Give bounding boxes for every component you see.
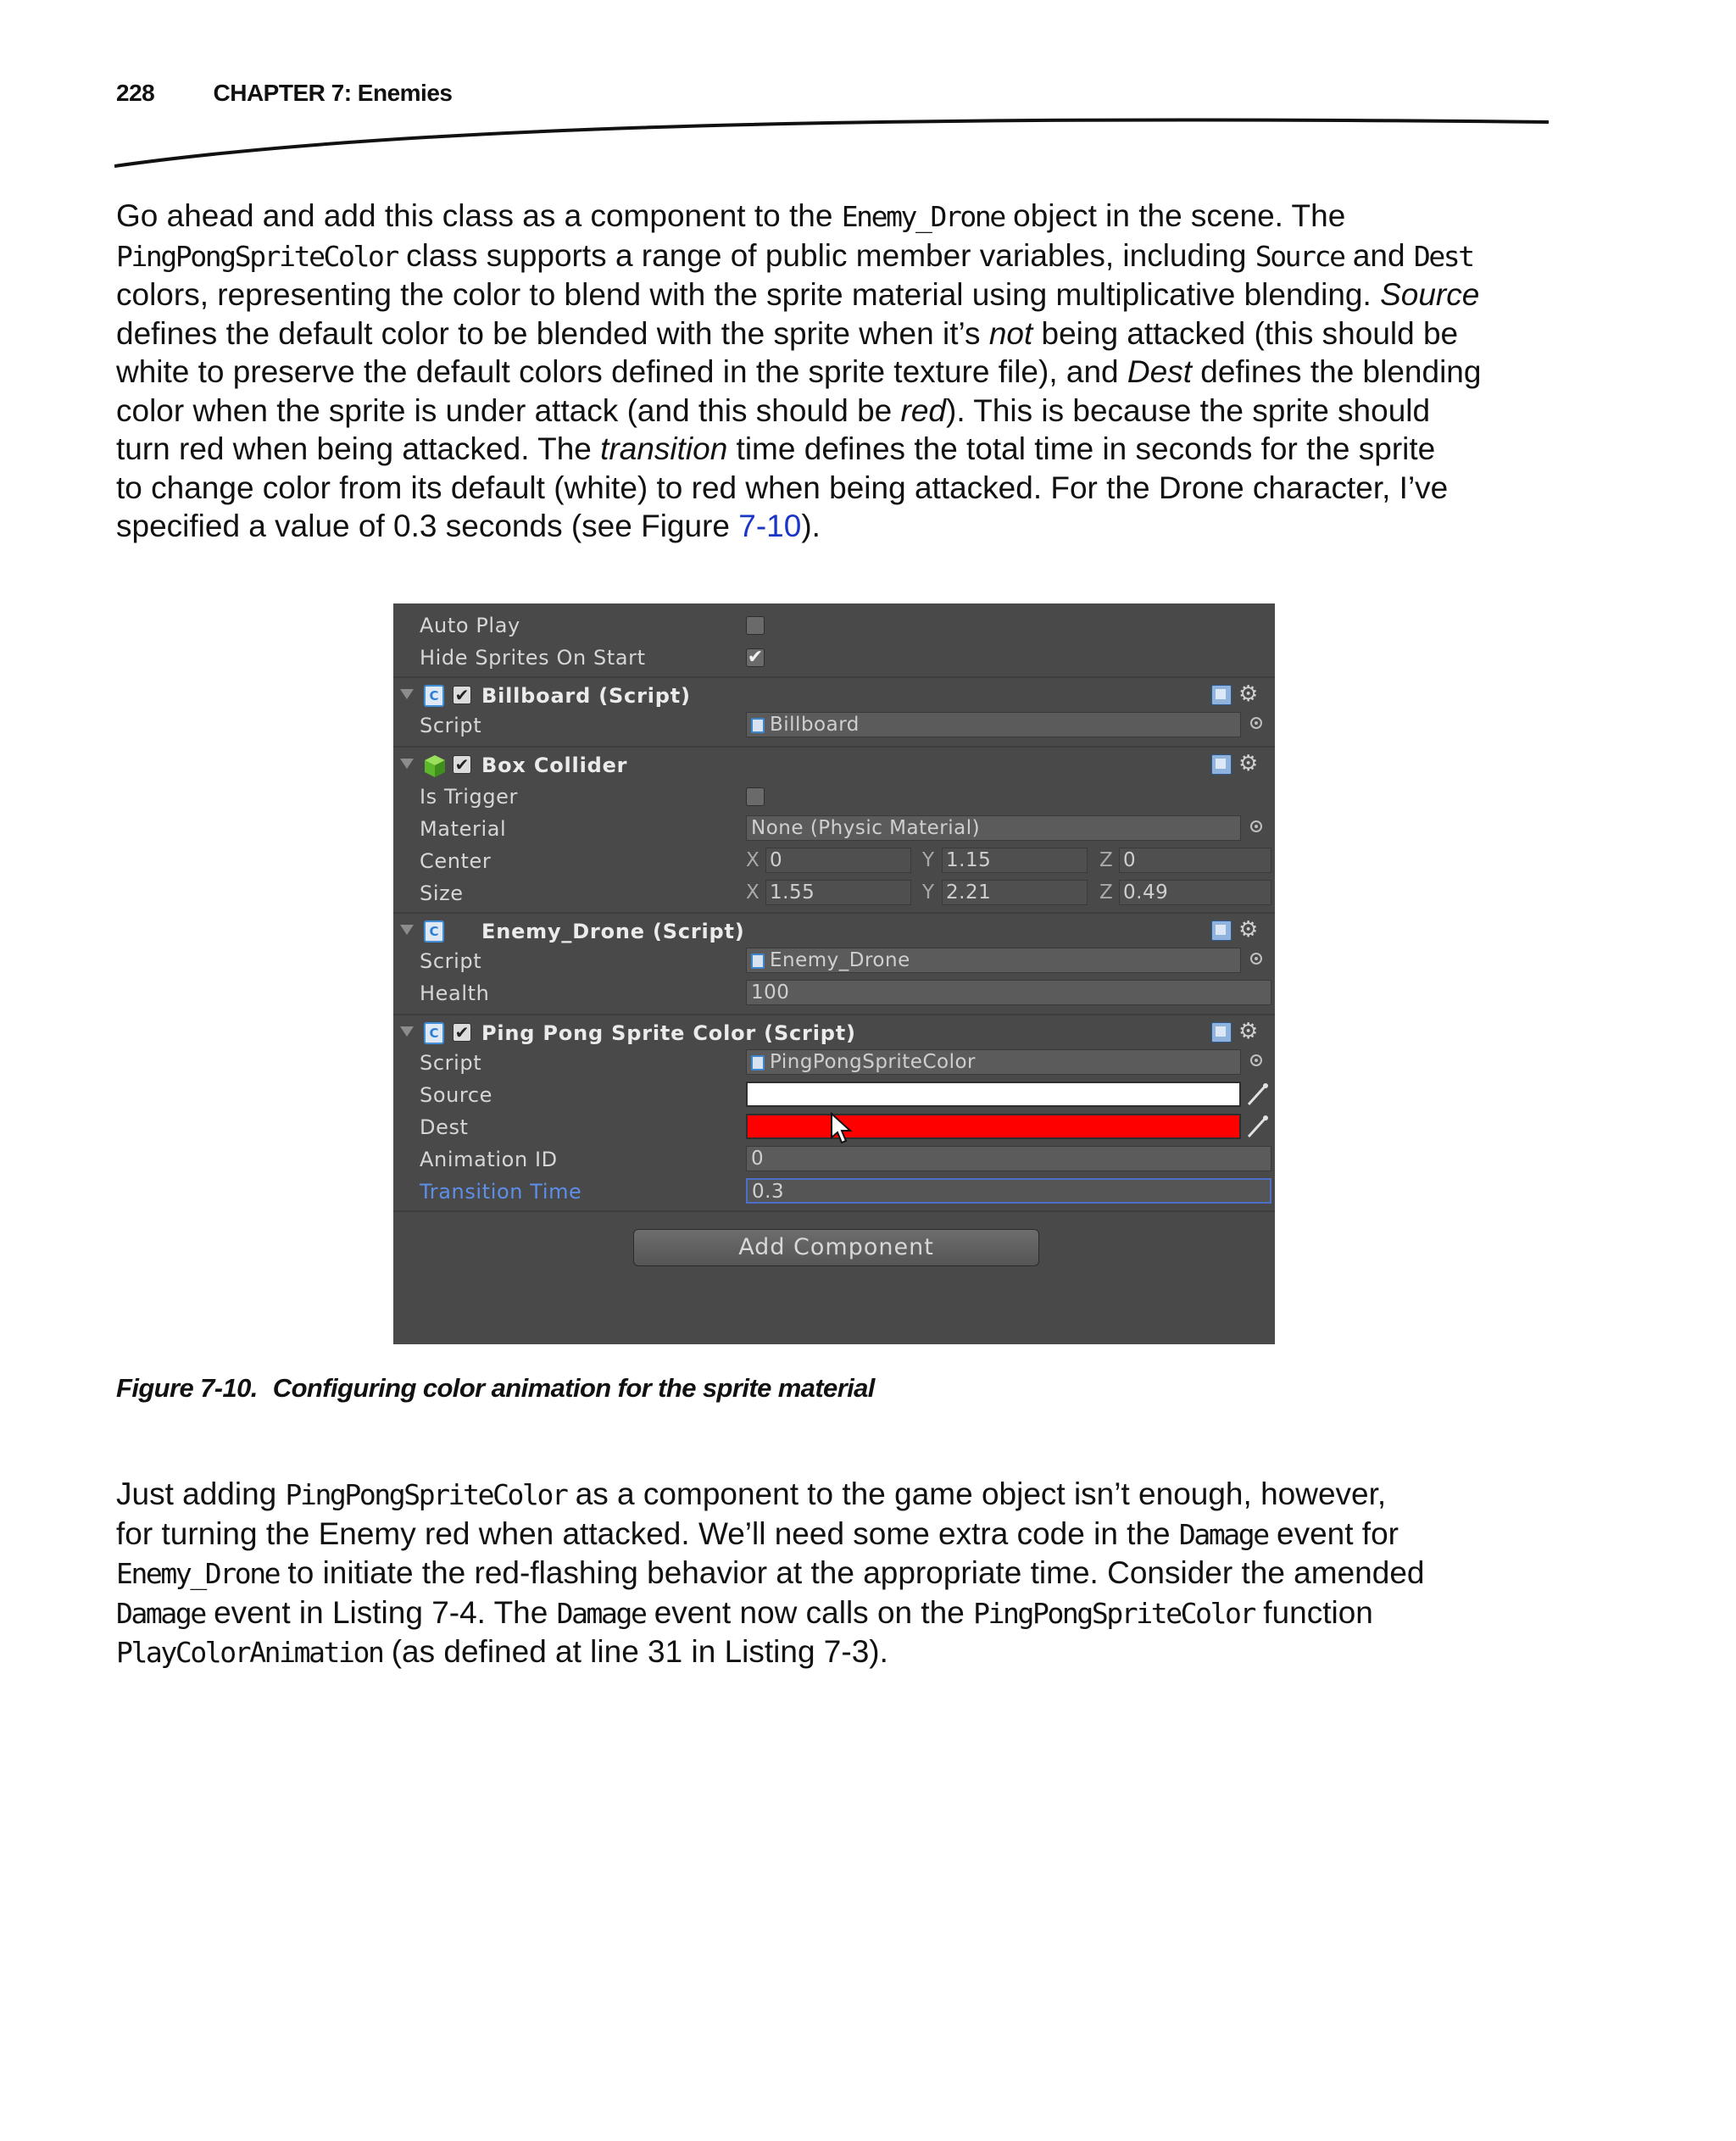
dest-label: Dest <box>420 1115 469 1139</box>
ping-pong-enabled-checkbox[interactable]: ✔ <box>453 1023 471 1042</box>
transition-time-label: Transition Time <box>420 1180 582 1204</box>
axis-z-label: Z <box>1099 881 1113 904</box>
health-row <box>393 978 1275 1009</box>
source-label: Source <box>420 1083 493 1107</box>
is-trigger-label: Is Trigger <box>420 785 518 809</box>
script-file-icon <box>751 718 765 733</box>
ping-pong-title: Ping Pong Sprite Color (Script) <box>481 1021 856 1045</box>
script-icon: C <box>424 685 444 707</box>
separator <box>393 1014 1275 1015</box>
foldout-arrow-icon[interactable] <box>400 1026 414 1037</box>
animation-id-row <box>393 1144 1275 1175</box>
billboard-script-row <box>393 710 1275 741</box>
script-label: Script <box>420 949 482 973</box>
axis-z-label: Z <box>1099 849 1113 871</box>
foldout-arrow-icon[interactable] <box>400 689 414 699</box>
enemy-drone-header[interactable] <box>393 917 1275 948</box>
gear-icon[interactable]: ⚙ <box>1238 917 1259 943</box>
enemy-drone-script-field[interactable]: Enemy_Drone <box>746 948 1241 973</box>
size-x-field[interactable]: 1.55 <box>765 880 911 905</box>
add-component-button[interactable]: Add Component <box>633 1229 1039 1266</box>
object-picker-icon[interactable] <box>1250 953 1262 965</box>
intro-paragraph: Go ahead and add this class as a component to the Enemy_Drone object in the scene. The PingPongSpriteColor class supports a range of public member variables, including Source and Dest colors, representing the color to blend with the sprite material using multiplicative blending. Source defines the default color to be blended with the sprite when it’s not being attacked (this should be white to preserve the default colors defined in the sprite texture file), and Dest defines the blending color when the sprite is under attack (and this should be red). This is because the sprite should turn red when being attacked. The transition time defines the total time in seconds for the sprite to change color from its default (white) to red when being attacked. For the Drone character, I’ve specified a value of 0.3 seconds (see Figure 7-10). <box>116 198 1482 543</box>
center-y-field[interactable]: 1.15 <box>942 848 1088 873</box>
billboard-header[interactable] <box>393 681 1275 712</box>
foldout-arrow-icon[interactable] <box>400 759 414 769</box>
script-file-icon <box>751 1055 765 1070</box>
size-label: Size <box>420 881 464 905</box>
help-book-icon[interactable] <box>1211 920 1232 941</box>
material-row <box>393 814 1275 844</box>
hide-sprites-row <box>393 642 1275 673</box>
figure-label: Figure 7-10. <box>116 1373 258 1403</box>
dest-color-swatch[interactable] <box>746 1114 1241 1139</box>
separator <box>393 912 1275 914</box>
chapter-title: CHAPTER 7: Enemies <box>213 80 453 106</box>
hide-sprites-checkbox[interactable]: ✔ <box>747 647 764 668</box>
followup-paragraph: Just adding PingPongSpriteColor as a component to the game object isn’t enough, however, for turning the Enemy red when attacked. We’ll need some extra code in the Damage event for Enemy_Drone to initiate the red-flashing behavior at the appropriate time. Consider the amended Damage event in Listing 7-4. The Damage event now calls on the PingPongSpriteColor function PlayColorAnimation (as defined at line 31 in Listing 7-3). <box>116 1476 1425 1669</box>
box-collider-enabled-checkbox[interactable]: ✔ <box>453 755 471 774</box>
separator <box>393 1210 1275 1212</box>
object-picker-icon[interactable] <box>1250 1054 1262 1066</box>
health-field[interactable]: 100 <box>746 980 1271 1005</box>
ping-pong-header[interactable] <box>393 1019 1275 1049</box>
is-trigger-checkbox[interactable] <box>746 787 765 806</box>
eyedropper-icon[interactable] <box>1246 1114 1270 1139</box>
figure-link[interactable]: 7-10 <box>738 509 802 543</box>
auto-play-label: Auto Play <box>420 614 520 637</box>
box-collider-header[interactable] <box>393 751 1275 781</box>
figure-caption-text: Configuring color animation for the sprite material <box>272 1373 875 1403</box>
transition-time-row <box>393 1176 1275 1207</box>
source-color-swatch[interactable] <box>746 1082 1241 1107</box>
gear-icon[interactable]: ⚙ <box>1238 751 1259 776</box>
center-row <box>393 846 1275 876</box>
script-file-icon <box>751 954 765 969</box>
size-z-field[interactable]: 0.49 <box>1119 880 1271 905</box>
running-header <box>116 80 452 107</box>
figure-caption <box>116 1373 875 1404</box>
transition-time-field[interactable]: 0.3 <box>746 1178 1271 1204</box>
animation-id-label: Animation ID <box>420 1148 558 1171</box>
is-trigger-row <box>393 781 1275 812</box>
hide-sprites-label: Hide Sprites On Start <box>420 646 646 670</box>
script-label: Script <box>420 714 482 737</box>
axis-y-label: Y <box>922 849 935 871</box>
help-book-icon[interactable] <box>1211 754 1232 775</box>
auto-play-row <box>393 610 1275 641</box>
box-collider-title: Box Collider <box>481 754 628 777</box>
separator <box>393 746 1275 748</box>
object-picker-icon[interactable] <box>1250 820 1262 832</box>
help-book-icon[interactable] <box>1211 685 1232 705</box>
ping-pong-script-field[interactable]: PingPongSpriteColor <box>746 1049 1241 1075</box>
eyedropper-icon[interactable] <box>1246 1082 1270 1107</box>
health-label: Health <box>420 982 490 1005</box>
billboard-script-field[interactable]: Billboard <box>746 712 1241 737</box>
enemy-drone-title: Enemy_Drone (Script) <box>481 920 745 943</box>
foldout-arrow-icon[interactable] <box>400 925 414 935</box>
center-label: Center <box>420 849 492 873</box>
gear-icon[interactable]: ⚙ <box>1238 1019 1259 1044</box>
auto-play-checkbox[interactable] <box>746 616 765 635</box>
page-number: 228 <box>116 80 155 106</box>
center-x-field[interactable]: 0 <box>765 848 911 873</box>
material-field[interactable]: None (Physic Material) <box>746 815 1241 841</box>
script-icon: C <box>424 1022 444 1044</box>
billboard-enabled-checkbox[interactable]: ✔ <box>453 686 471 704</box>
cube-icon <box>424 754 446 778</box>
script-icon: C <box>424 920 444 943</box>
script-label: Script <box>420 1051 482 1075</box>
size-row <box>393 878 1275 909</box>
enemy-drone-script-row <box>393 946 1275 976</box>
mouse-cursor-icon <box>830 1112 855 1146</box>
animation-id-field[interactable]: 0 <box>746 1146 1271 1171</box>
axis-y-label: Y <box>922 881 935 904</box>
ping-pong-script-row <box>393 1048 1275 1078</box>
center-z-field[interactable]: 0 <box>1119 848 1271 873</box>
size-y-field[interactable]: 2.21 <box>942 880 1088 905</box>
source-row <box>393 1080 1275 1110</box>
unity-inspector-panel <box>393 603 1275 1344</box>
header-rule <box>114 114 1555 170</box>
billboard-title: Billboard (Script) <box>481 684 691 708</box>
help-book-icon[interactable] <box>1211 1022 1232 1043</box>
gear-icon[interactable]: ⚙ <box>1238 681 1259 707</box>
separator <box>393 676 1275 678</box>
axis-x-label: X <box>746 849 760 871</box>
axis-x-label: X <box>746 881 760 904</box>
material-label: Material <box>420 817 507 841</box>
object-picker-icon[interactable] <box>1250 717 1262 729</box>
